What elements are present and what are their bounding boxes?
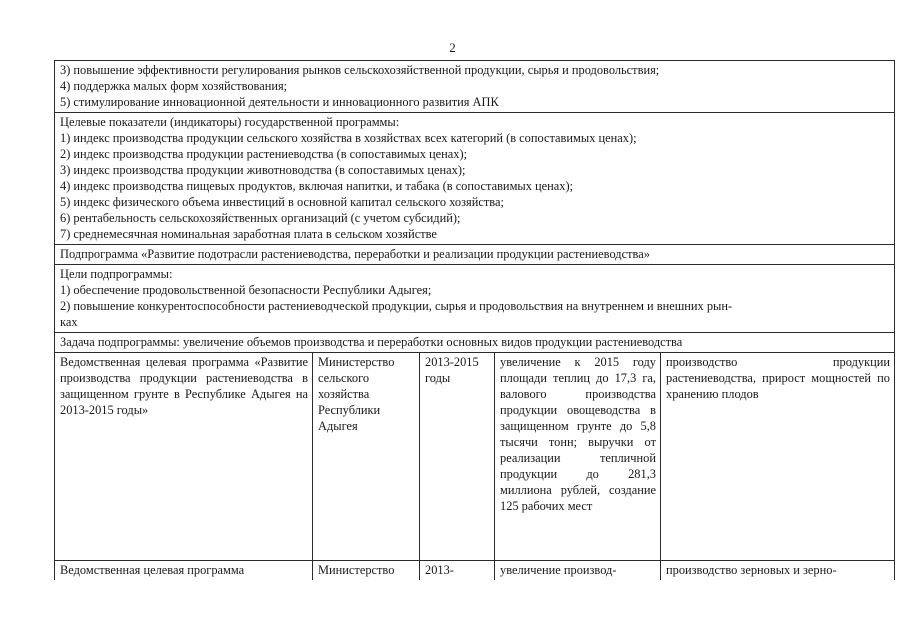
result-text: увеличение к 2015 году площади теплиц до 17,3 га, валового производства продукции овощеводства в защищенном грунте до 5,8 тысячи тонн; выручки от реализации тепличной продукции до 281,3 миллиона рублей, создание 125 рабочих мест — [500, 355, 656, 513]
page-number: 2 — [449, 40, 456, 55]
period-value: 2013-2015 годы — [425, 355, 479, 385]
list-item: 4) поддержка малых форм хозяйствования; — [60, 79, 288, 93]
indicator-item: 7) среднемесячная номинальная заработная плата в сельском хозяйстве — [60, 227, 437, 241]
period-cell — [420, 561, 495, 581]
goals-heading: Цели подпрограммы: — [60, 267, 173, 281]
link-cell — [661, 561, 895, 581]
task-cell — [55, 333, 895, 353]
indicators-cell — [55, 113, 895, 245]
program-name-cell — [55, 561, 313, 581]
indicator-item: 6) рентабельность сельскохозяйственных организаций (с учетом субсидий); — [60, 211, 461, 225]
top-block-row — [55, 61, 895, 113]
link-cell — [661, 353, 895, 561]
indicator-item: 1) индекс производства продукции сельского хозяйства в хозяйствах всех категорий (в сопоставимых ценах); — [60, 131, 637, 145]
executor-name: Министерство сельского хозяйства Республики Адыгея — [318, 355, 395, 433]
table-row — [55, 353, 895, 561]
indicator-item: 2) индекс производства продукции растениеводства (в сопоставимых ценах); — [60, 147, 468, 161]
task-row — [55, 333, 895, 353]
executor-name: Министерство — [318, 563, 395, 577]
result-cell — [495, 561, 661, 581]
indicators-row — [55, 113, 895, 245]
goals-cell — [55, 265, 895, 333]
program-table — [54, 60, 895, 580]
program-name: Ведомственная целевая программа — [60, 563, 245, 577]
indicator-item: 3) индекс производства продукции животноводства (в сопоставимых ценах); — [60, 163, 466, 177]
link-text: производство продукции растениеводства, прирост мощностей по хранению плодов — [666, 355, 891, 401]
link-text: производство зерновых и зерно- — [666, 563, 837, 577]
program-name-cell — [55, 353, 313, 561]
subprogram-title-text: Подпрограмма «Развитие подотрасли растениеводства, переработки и реализации продукции растениеводства» — [60, 247, 650, 261]
list-item: 3) повышение эффективности регулирования рынков сельскохозяйственной продукции, сырья и продовольствия; — [60, 63, 660, 77]
list-item: 5) стимулирование инновационной деятельности и инновационного развития АПК — [60, 95, 499, 109]
period-cell — [420, 353, 495, 561]
subprogram-title — [55, 245, 895, 265]
goals-row — [55, 265, 895, 333]
goal-item: 2) повышение конкурентоспособности растениеводческой продукции, сырья и продовольствия на внутреннем и внешних рын- — [60, 299, 733, 313]
goal-item-continuation: ках — [60, 315, 78, 329]
task-text: Задача подпрограммы: увеличение объемов производства и переработки основных видов продукции растениеводства — [60, 335, 683, 349]
top-block-cell — [55, 61, 895, 113]
indicator-item: 5) индекс физического объема инвестиций в основной капитал сельского хозяйства; — [60, 195, 504, 209]
result-text: увеличение производ- — [500, 563, 617, 577]
program-name: Ведомственная целевая программа «Развитие производства продукции растениеводства в защищенном грунте в Республике Адыгея на 2013-2015 годы» — [60, 355, 308, 417]
goal-item: 1) обеспечение продовольственной безопасности Республики Адыгея; — [60, 283, 432, 297]
result-cell — [495, 353, 661, 561]
executor-cell — [313, 353, 420, 561]
table-row — [55, 561, 895, 581]
executor-cell — [313, 561, 420, 581]
period-value: 2013- — [425, 563, 454, 577]
indicator-item: 4) индекс производства пищевых продуктов, включая напитки, и табака (в сопоставимых ценах); — [60, 179, 574, 193]
subprogram-row — [55, 245, 895, 265]
indicators-heading: Целевые показатели (индикаторы) государственной программы: — [60, 115, 400, 129]
